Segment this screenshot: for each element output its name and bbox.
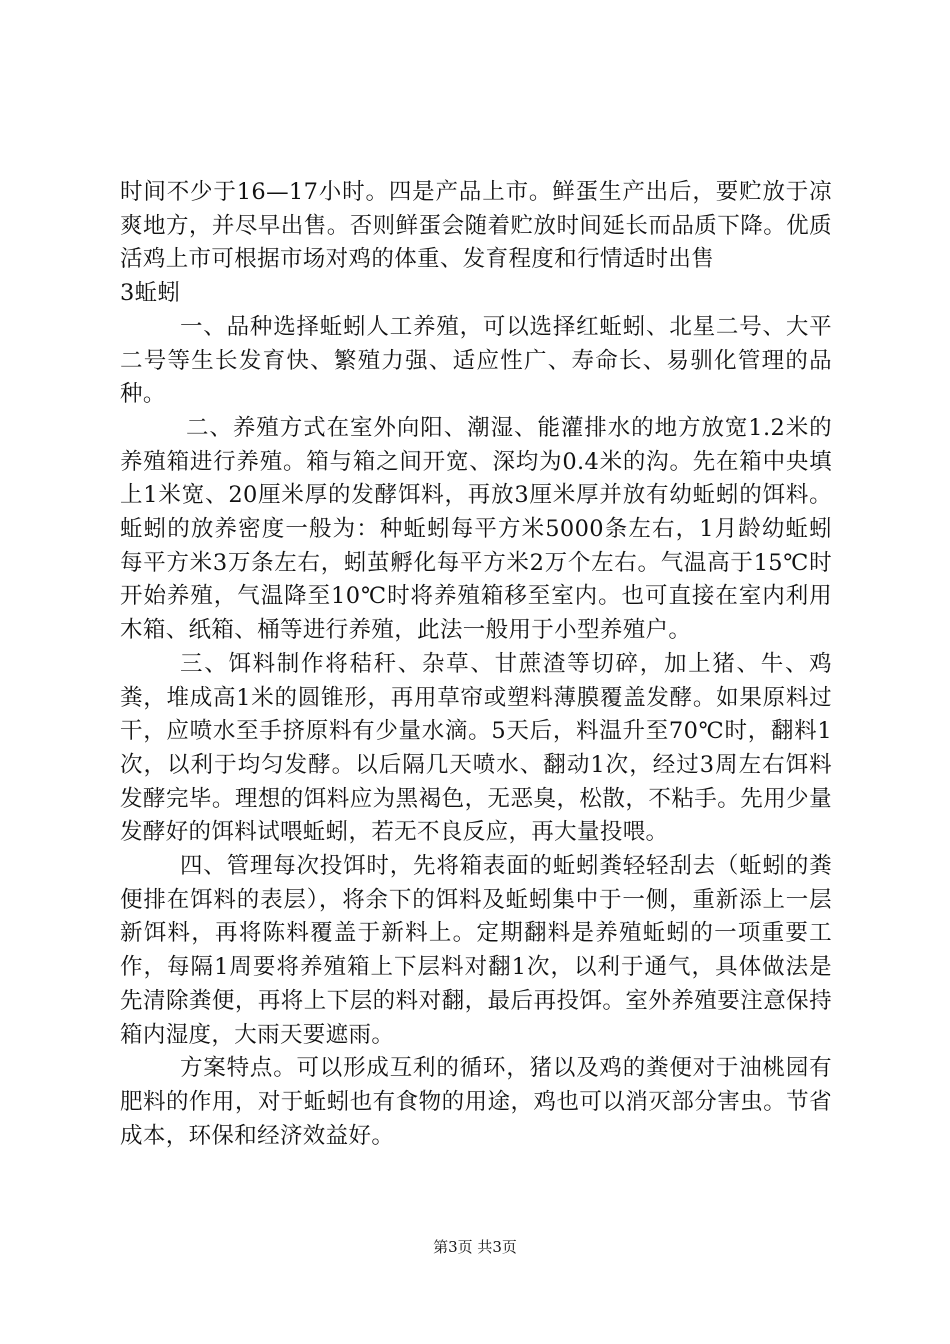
section-heading-earthworm: 3蚯蚓	[120, 280, 181, 307]
paragraph-variety-selection: 一、品种选择蚯蚓人工养殖，可以选择红蚯蚓、北星二号、大平二号等生长发育快、繁殖力强、适应性广、寿命长、易驯化管理的品种。	[120, 313, 832, 408]
paragraph-plan-features: 方案特点。可以形成互利的循环，猪以及鸡的粪便对于油桃园有肥料的作用，对于蚯蚓也有食物的用途，鸡也可以消灭部分害虫。节省成本，环保和经济效益好。	[120, 1055, 832, 1149]
paragraph-poultry-marketing: 时间不少于16—17小时。四是产品上市。鲜蛋生产出后，要贮放于凉爽地方，并尽早出售。否则鲜蛋会随着贮放时间延长而品质下降。优质活鸡上市可根据市场对鸡的体重、发育程度和行情适时出售	[120, 179, 832, 273]
paragraph-feed-preparation: 三、饵料制作将秸秆、杂草、甘蔗渣等切碎，加上猪、牛、鸡粪，堆成高1米的圆锥形，再用草帘或塑料薄膜覆盖发酵。如果原料过干，应喷水至手挤原料有少量水滴。5天后，料温升至70℃时，翻料1次，以利于均匀发酵。以后隔几天喷水、翻动1次，经过3周左右饵料发酵完毕。理想的饵料应为黑褐色，无恶臭，松散，不粘手。先用少量发酵好的饵料试喂蚯蚓，若无不良反应，再大量投喂。	[120, 650, 832, 846]
document-body	[120, 176, 832, 1153]
page-number-footer: 第3页 共3页	[433, 1238, 517, 1256]
paragraph-management: 四、管理每次投饵时，先将箱表面的蚯蚓粪轻轻刮去（蚯蚓的粪便排在饵料的表层），将余下的饵料及蚯蚓集中于一侧，重新添上一层新饵料，再将陈料覆盖于新料上。定期翻料是养殖蚯蚓的一项重要工作，每隔1周要将养殖箱上下层料对翻1次，以利于通气，具体做法是先清除粪便，再将上下层的料对翻，最后再投饵。室外养殖要注意保持箱内湿度，大雨天要遮雨。	[120, 853, 832, 1048]
paragraph-farming-method: 二、养殖方式在室外向阳、潮湿、能灌排水的地方放宽1.2米的养殖箱进行养殖。箱与箱之间开宽、深均为0.4米的沟。先在箱中央填上1米宽、20厘米厚的发酵饵料，再放3厘米厚并放有幼蚯蚓的饵料。蚯蚓的放养密度一般为：种蚯蚓每平方米5000条左右，1月龄幼蚯蚓每平方米3万条左右，蚓茧孵化每平方米2万个左右。气温高于15℃时开始养殖，气温降至10℃时将养殖箱移至室内。也可直接在室内利用木箱、纸箱、桶等进行养殖，此法一般用于小型养殖户。	[120, 414, 832, 644]
